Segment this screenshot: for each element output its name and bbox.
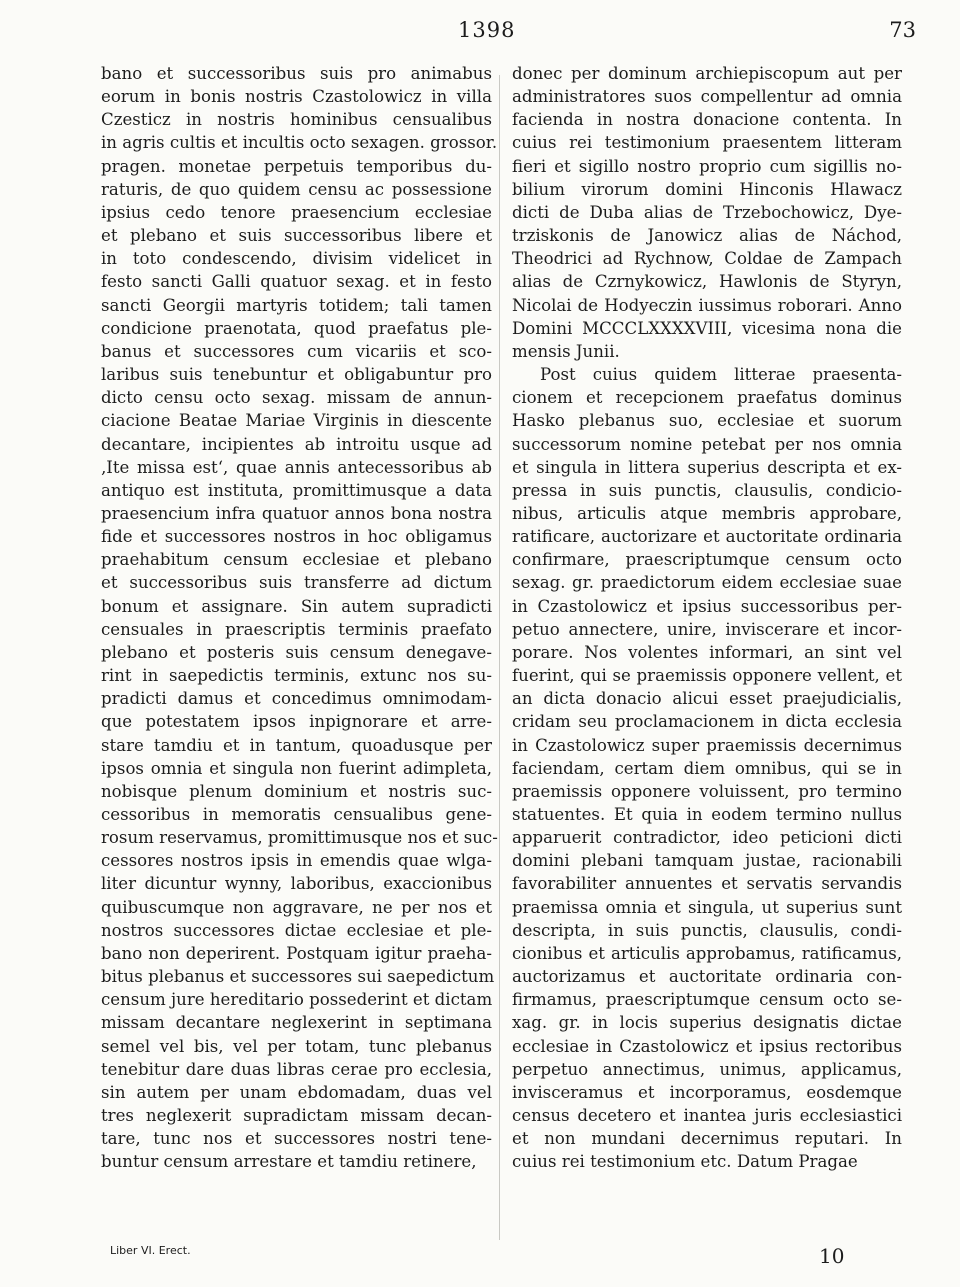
text-line: nobisque plenum dominium et nostris suc- (101, 781, 492, 801)
text-line: bitus plebanus et successores sui saepedictum (101, 967, 495, 987)
column-divider (499, 75, 500, 1240)
text-line: stare tamdiu et in tantum, quoadusque per (101, 735, 492, 755)
text-line: tres neglexerit supradictam missam decan- (101, 1106, 492, 1126)
text-line: mensis Junii. (512, 341, 620, 361)
text-line: trziskonis de Janowicz alias de Náchod, (512, 226, 902, 246)
text-line: censum jure hereditario possederint et dictam (101, 990, 493, 1010)
text-line: tare, tunc nos et successores nostri tene- (101, 1129, 492, 1149)
text-line: praemissis opponere voluissent, pro termino (512, 781, 902, 801)
text-line: praemissa omnia et singula, ut superius sunt (512, 897, 902, 917)
text-line: in Czastolowicz super praemissis decernimus (512, 735, 902, 755)
text-line: cessoribus in memoratis censualibus gene- (101, 805, 492, 824)
text-line: praehabitum censum ecclesiae et plebano (101, 550, 492, 570)
text-line: pradicti damus et concedimus omnimodam- (101, 689, 492, 709)
text-line: favorabiliter annuentes et servatis servandis (512, 874, 902, 894)
text-line: laribus suis tenebuntur et obligabuntur pro (101, 365, 492, 385)
text-line: an dicta donacio alicui esset praejudicialis, (512, 689, 902, 709)
text-line: eorum in bonis nostris Czastolowicz in villa (101, 87, 492, 107)
text-line: Post cuius quidem litterae praesenta- (540, 365, 902, 385)
text-line: facienda in nostra donacione contenta. In (512, 110, 902, 130)
text-line: bano et successoribus suis pro animabus (101, 64, 492, 83)
text-line: missam decantare neglexerint in septimana (101, 1013, 492, 1033)
text-line: rosum reservamus, promittimusque nos et suc- (101, 828, 498, 848)
sheet-number: 10 (819, 1244, 845, 1268)
text-line: sancti Georgii martyris totidem; tali tamen (101, 295, 492, 315)
text-line: xag. gr. in locis superius designatis dictae (512, 1013, 902, 1033)
text-line: pressa in suis punctis, clausulis, condicio- (512, 480, 902, 500)
text-line: donec per dominum archiepiscopum aut per (512, 64, 902, 83)
text-line: census decetero et inantea juris ecclesiastici (512, 1106, 902, 1126)
text-line: fieri et sigillo nostro proprio cum sigillis no- (512, 156, 902, 176)
text-line: porare. Nos volentes informari, an sint vel (512, 642, 902, 662)
text-line: fide et successores nostros in hoc obligamus (101, 527, 492, 547)
text-line: quibuscumque non aggravare, ne per nos et (101, 897, 492, 917)
text-line: et plebano et suis successoribus libere et (101, 226, 492, 246)
text-line: condicione praenotata, quod praefatus ple- (101, 318, 492, 338)
text-line: dicti de Duba alias de Trzebochowicz, Dye- (512, 202, 902, 222)
text-line: Hasko plebanus suo, ecclesiae et suorum (512, 411, 902, 431)
text-line: cionibus et articulis approbamus, ratificamus, (512, 943, 902, 963)
text-line: nibus, articulis atque membris approbare, (512, 503, 902, 523)
text-line: firmamus, praescriptumque censum octo se- (512, 990, 902, 1010)
text-line: decantare, incipientes ab introitu usque ad (101, 434, 492, 454)
text-line: plebano et posteris suis censum denegave- (101, 642, 492, 662)
text-line: et singula in littera superius descripta et ex- (512, 457, 902, 477)
text-line: administratores suos compellentur ad omnia (512, 87, 902, 107)
text-line: cessores nostros ipsis in emendis quae wlga- (101, 851, 492, 871)
text-line: descripta, in suis punctis, clausulis, condi- (512, 920, 902, 940)
text-line: Nicolai de Hodyeczin iussimus roborari. Anno (512, 295, 902, 315)
text-line: Domini MCCCLXXXXVIII, vicesima nona die (512, 318, 902, 338)
text-line: in Czastolowicz et ipsius successoribus per- (512, 596, 902, 616)
footer-signature: Liber VI. Erect. (110, 1244, 191, 1257)
text-line: ciacione Beatae Mariae Virginis in diescente (101, 411, 492, 431)
text-line: perpetuo annectimus, unimus, applicamus, (512, 1059, 902, 1079)
text-line: apparuerit contradictor, ideo peticioni dicti (512, 828, 902, 848)
text-line: que potestatem ipsos inpignorare et arre- (101, 712, 492, 732)
text-line: cuius rei testimonium praesentem litteram (512, 133, 902, 153)
text-line: nostros successores dictae ecclesiae et ple- (101, 920, 492, 940)
text-line: cionem et recepcionem praefatus dominus (512, 388, 902, 408)
text-line: ipsos omnia et singula non fuerint adimpleta, (101, 758, 492, 778)
text-line: liter dicuntur wynny, laboribus, exaccionibus (101, 874, 492, 894)
text-line: cridam seu proclamacionem in dicta ecclesia (512, 712, 902, 732)
text-line: ipsius cedo tenore praesencium ecclesiae (101, 202, 492, 222)
text-line: pragen. monetae perpetuis temporibus du- (101, 156, 492, 176)
text-line: cuius rei testimonium etc. Datum Pragae (512, 1152, 858, 1172)
text-line: tenebitur dare duas libras cerae pro ecclesia, (101, 1059, 492, 1079)
text-line: antiquo est instituta, promittimusque a data (101, 480, 492, 500)
text-line: invisceramus et incorporamus, eosdemque (512, 1082, 902, 1102)
text-line: ‚Ite missa est‘, quae annis antecessoribus ab (101, 457, 492, 477)
text-line: successorum nomine petebat per nos omnia (512, 434, 902, 454)
text-line: alias de Czrnykowicz, Hawlonis de Styryn, (512, 272, 902, 292)
left-column (101, 62, 498, 1174)
text-line: raturis, de quo quidem censu ac possessione (101, 179, 492, 199)
text-line: bonum et assignare. Sin autem supradicti (101, 596, 492, 616)
text-line: Czesticz in nostris hominibus censualibus (101, 110, 492, 130)
right-column (512, 62, 902, 1174)
text-line: ratificare, auctorizare et auctoritate ordinaria (512, 527, 902, 547)
text-line: domini plebani tamquam justae, racionabili (512, 851, 902, 871)
text-line: auctorizamus et auctoritate ordinaria con- (512, 967, 902, 987)
text-line: petuo annectere, unire, inviscerare et incor- (512, 619, 902, 639)
text-line: in agris cultis et incultis octo sexagen. grossor. (101, 133, 498, 153)
text-line: censuales in praescriptis terminis praefato (101, 619, 492, 639)
text-line: bano non deperirent. Postquam igitur praeha- (101, 943, 492, 963)
text-line: fuerint, qui se praemissis opponere vellent, et (512, 666, 902, 686)
header-year: 1398 (458, 18, 516, 42)
text-line: et successoribus suis transferre ad dictum (101, 573, 492, 593)
text-line: buntur censum arrestare et tamdiu retinere, (101, 1152, 477, 1172)
text-line: bilium virorum domini Hinconis Hlawacz (512, 179, 902, 199)
text-line: sin autem per unam ebdomadam, duas vel (101, 1082, 492, 1102)
text-line: sexag. gr. praedictorum eidem ecclesiae suae (512, 573, 902, 593)
text-line: Theodrici ad Rychnow, Coldae de Zampach (512, 249, 902, 269)
text-line: et non mundani decernimus reputari. In (512, 1129, 902, 1149)
text-line: statuentes. Et quia in eodem termino nullus (512, 805, 902, 824)
text-line: ecclesiae in Czastolowicz et ipsius rectoribus (512, 1036, 902, 1056)
text-line: faciendam, certam diem omnibus, qui se in (512, 758, 902, 778)
text-line: confirmare, praescriptumque censum octo (512, 550, 902, 570)
text-line: semel vel bis, vel per totam, tunc plebanus (101, 1036, 492, 1056)
text-line: in toto condescendo, divisim videlicet in (101, 249, 492, 269)
text-line: dicto censu octo sexag. missam de annun- (101, 388, 492, 408)
text-line: praesencium infra quatuor annos bona nostra (101, 503, 492, 523)
page-number: 73 (889, 18, 916, 42)
text-line: banus et successores cum vicariis et sco- (101, 341, 492, 361)
text-line: festo sancti Galli quatuor sexag. et in festo (101, 272, 492, 292)
text-line: rint in saepedictis terminis, extunc nos su- (101, 666, 492, 686)
